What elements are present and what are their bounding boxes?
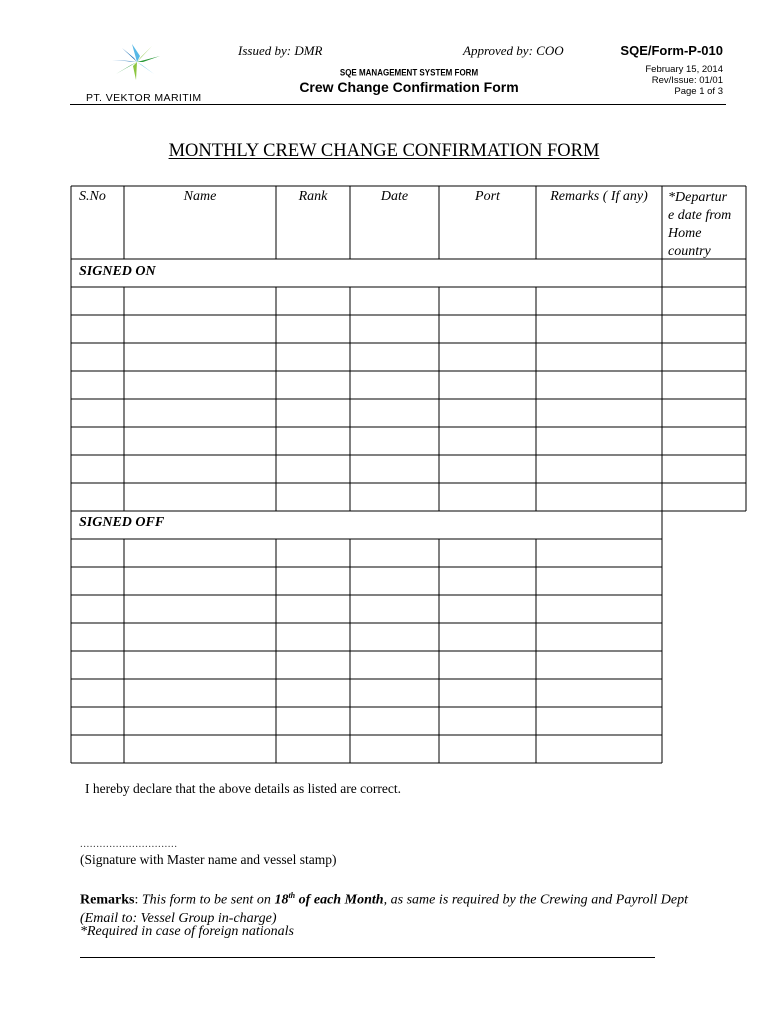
departure-header-line: *Departur — [668, 190, 728, 205]
remarks-text-cont: , as same is required by the Crewing and Payroll Dept (Email to: Vessel Group in-charge) — [80, 892, 689, 926]
form-code: SQE/Form-P-010 — [620, 43, 723, 58]
page-title: MONTHLY CREW CHANGE CONFIRMATION FORM — [168, 141, 600, 161]
footer-divider — [80, 957, 655, 958]
declaration-text: I hereby declare that the above details as listed are correct. — [85, 781, 401, 796]
col-header-port: Port — [475, 189, 500, 204]
col-header-date: Date — [380, 189, 409, 204]
approved-by: Approved by: COO — [463, 43, 564, 58]
remarks-colon: : — [134, 892, 142, 908]
remarks-text: This form to be sent on — [141, 892, 275, 908]
form-title: Crew Change Confirmation Form — [299, 79, 519, 95]
departure-header-line: e date from — [668, 208, 732, 223]
col-header-departure — [668, 189, 731, 261]
signature-line: .............................. — [80, 838, 178, 850]
page-number: Page 1 of 3 — [674, 86, 723, 97]
section-signed-off: SIGNED OFF — [79, 515, 165, 530]
col-header-rank: Rank — [298, 189, 328, 204]
departure-header-line: Home — [668, 226, 702, 241]
company-name: PT. VEKTOR MARITIM — [86, 92, 202, 104]
form-date: February 15, 2014 — [645, 64, 723, 75]
departure-header-line: country — [668, 244, 711, 259]
col-header-sno: S.No — [79, 189, 106, 204]
remarks-paragraph — [80, 887, 688, 928]
required-note: *Required in case of foreign nationals — [80, 924, 294, 939]
remarks-day: 18 — [274, 892, 289, 908]
col-header-name: Name — [183, 189, 217, 204]
remarks-month: of each Month — [295, 892, 384, 908]
remarks-day-suffix: th — [288, 891, 296, 900]
col-header-remarks: Remarks ( If any) — [550, 189, 648, 204]
issued-by: Issued by: DMR — [238, 43, 323, 58]
signature-caption: (Signature with Master name and vessel stamp) — [80, 852, 337, 867]
rev-issue: Rev/Issue: 01/01 — [651, 75, 723, 86]
remarks-label: Remarks — [80, 892, 135, 908]
section-signed-on: SIGNED ON — [79, 264, 156, 279]
system-form-label: SQE MANAGEMENT SYSTEM FORM — [339, 67, 479, 78]
